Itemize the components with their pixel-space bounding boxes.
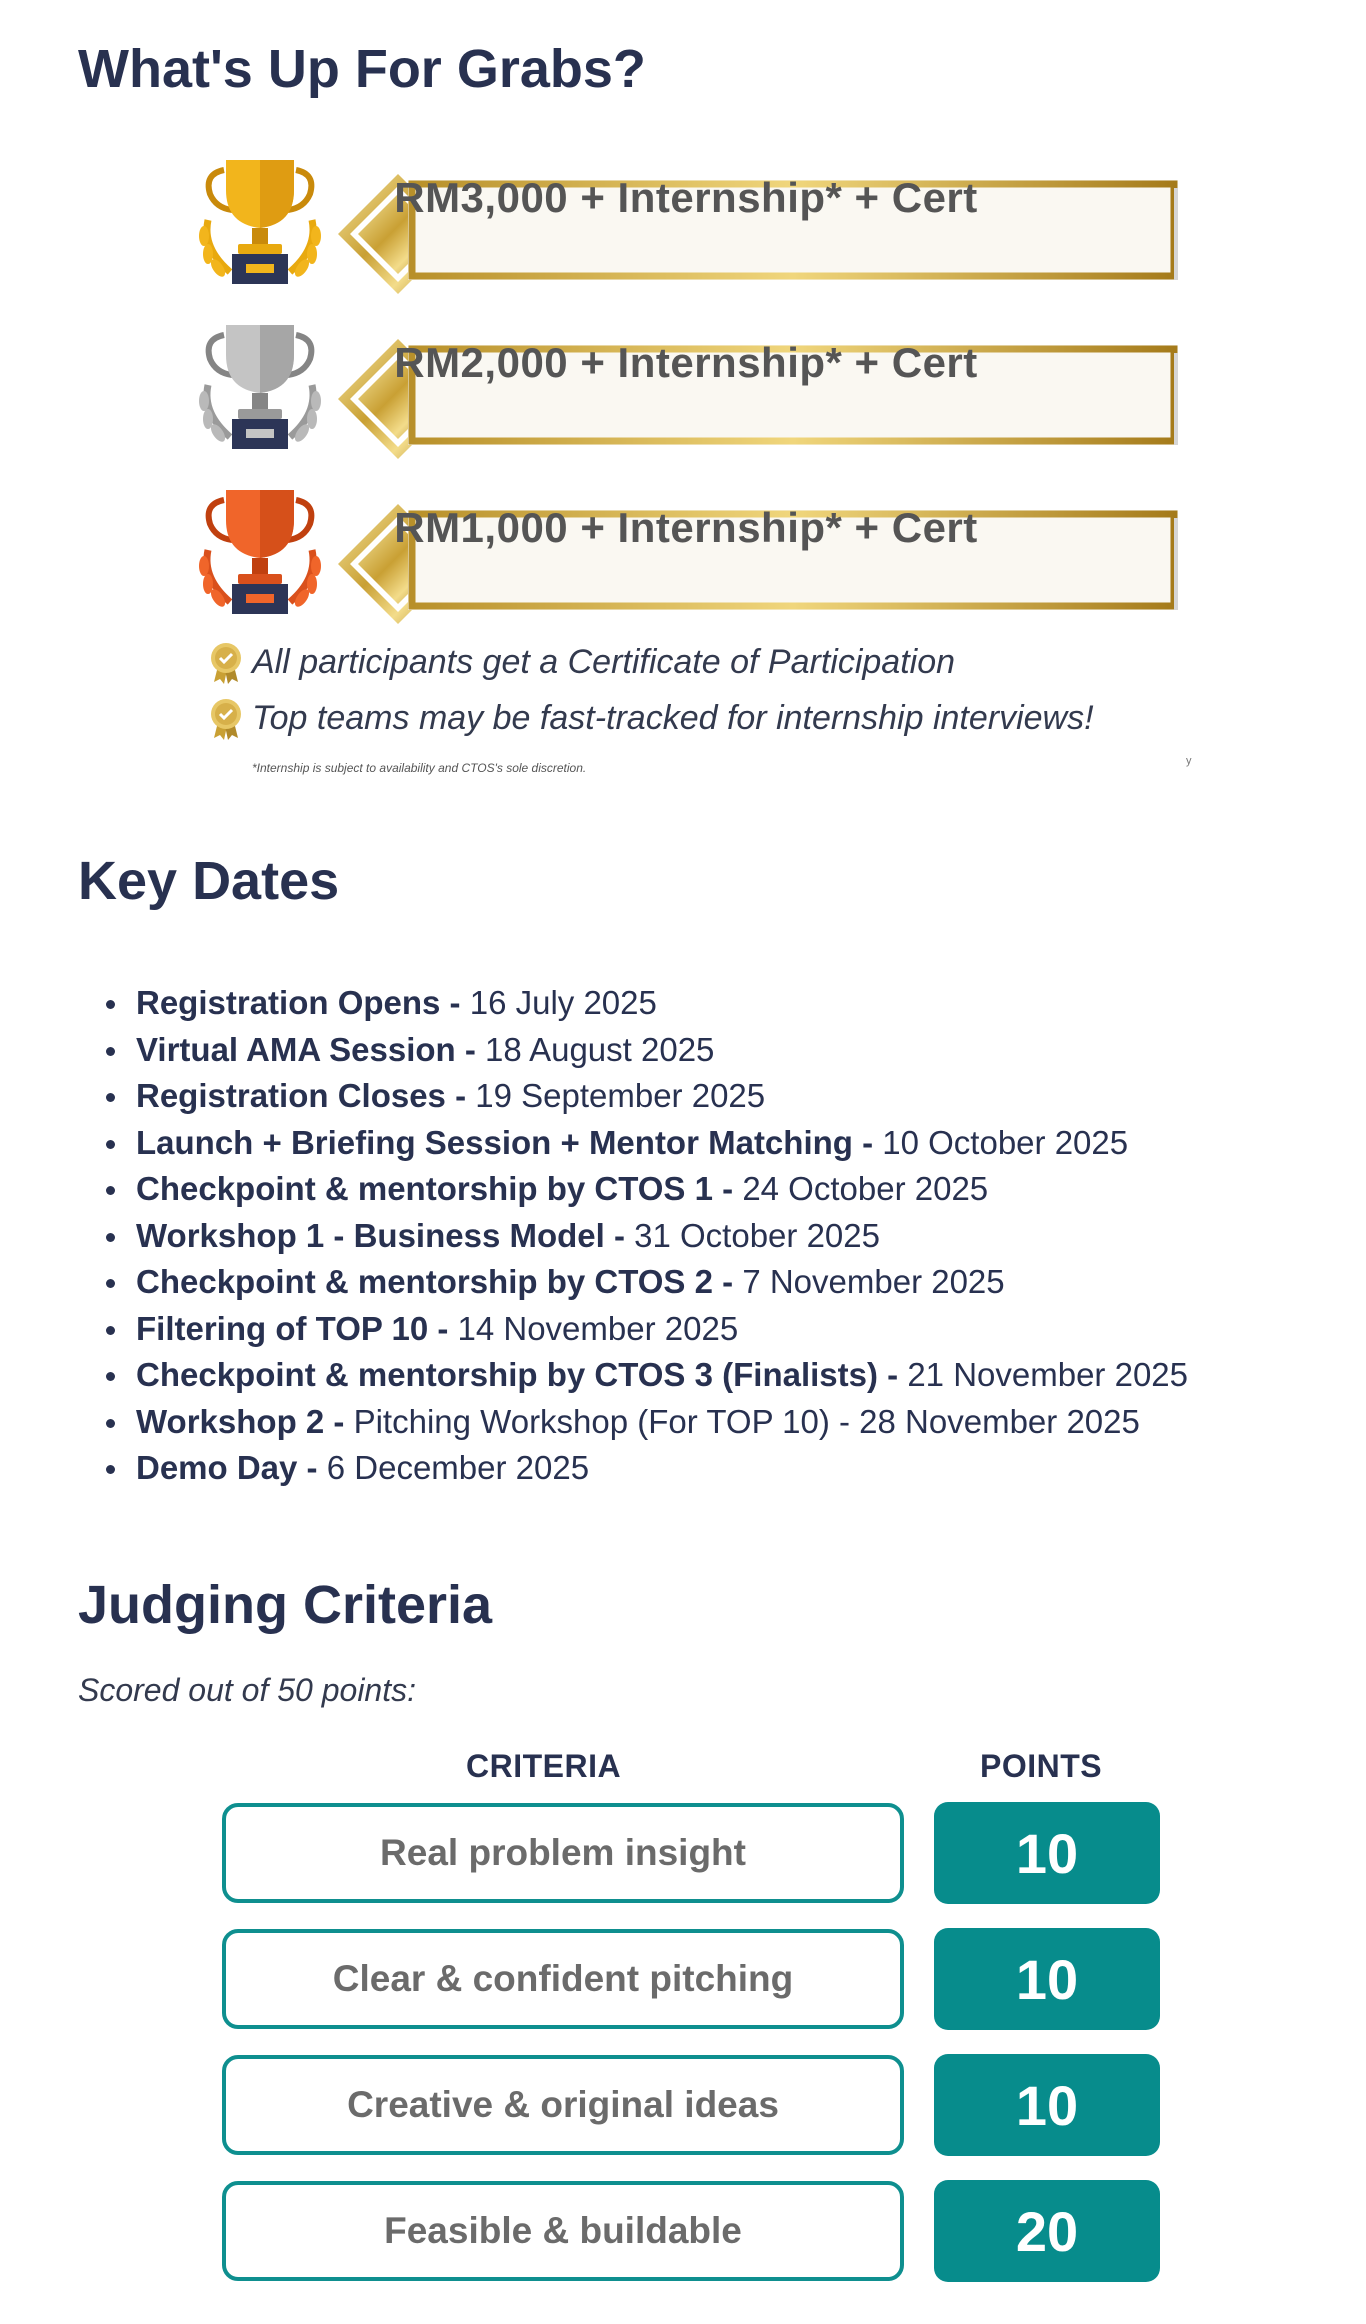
list-item: Registration Closes - 19 September 2025 bbox=[104, 1073, 1188, 1120]
criteria-creative-original-ideas: Creative & original ideas bbox=[222, 2055, 904, 2155]
first-place-trophy-icon bbox=[190, 150, 330, 290]
list-item: Virtual AMA Session - 18 August 2025 bbox=[104, 1027, 1188, 1074]
second-place-trophy-icon bbox=[190, 315, 330, 455]
internship-disclaimer: *Internship is subject to availability and CTOS's sole discretion. bbox=[252, 761, 587, 775]
prize-row-2 bbox=[190, 315, 1190, 455]
points-badge: 10 bbox=[934, 2054, 1160, 2156]
judging-subtitle: Scored out of 50 points: bbox=[78, 1672, 416, 1708]
list-item: Workshop 1 - Business Model - 31 October 2025 bbox=[104, 1213, 1188, 1260]
list-item: Launch + Briefing Session + Mentor Matching - 10 October 2025 bbox=[104, 1120, 1188, 1167]
perk-fast-track bbox=[206, 696, 1094, 740]
list-item: Registration Opens - 16 July 2025 bbox=[104, 980, 1188, 1027]
list-item: Checkpoint & mentorship by CTOS 1 - 24 October 2025 bbox=[104, 1166, 1188, 1213]
list-item: Filtering of TOP 10 - 14 November 2025 bbox=[104, 1306, 1188, 1353]
criteria-clear-confident-pitching: Clear & confident pitching bbox=[222, 1929, 904, 2029]
perk-certificate bbox=[206, 640, 955, 684]
perk-text-1: All participants get a Certificate of Participation bbox=[252, 642, 956, 681]
criteria-column-header: CRITERIA bbox=[466, 1748, 622, 1784]
key-dates-title: Key Dates bbox=[78, 851, 340, 911]
prize-row-1 bbox=[190, 150, 1190, 290]
medal-icon bbox=[206, 696, 246, 740]
prize-reward-3: RM1,000 + Internship* + Cert bbox=[394, 504, 978, 551]
list-item: Workshop 2 - Pitching Workshop (For TOP 10) - 28 November 2025 bbox=[104, 1399, 1188, 1446]
judging-title: Judging Criteria bbox=[78, 1575, 493, 1635]
prize-reward-1: RM3,000 + Internship* + Cert bbox=[394, 174, 978, 221]
points-badge: 10 bbox=[934, 1802, 1160, 1904]
prizes-title: What's Up For Grabs? bbox=[78, 39, 646, 99]
perk-text-2: Top teams may be fast-tracked for internship interviews! bbox=[252, 698, 1094, 737]
list-item: Checkpoint & mentorship by CTOS 3 (Finalists) - 21 November 2025 bbox=[104, 1352, 1188, 1399]
criteria-real-problem-insight: Real problem insight bbox=[222, 1803, 904, 1903]
criteria-feasible-buildable: Feasible & buildable bbox=[222, 2181, 904, 2281]
points-column-header: POINTS bbox=[980, 1748, 1103, 1784]
points-badge: 20 bbox=[934, 2180, 1160, 2282]
list-item: Checkpoint & mentorship by CTOS 2 - 7 November 2025 bbox=[104, 1259, 1188, 1306]
medal-icon bbox=[206, 640, 246, 684]
stray-mark: y bbox=[1186, 755, 1192, 767]
prize-reward-2: RM2,000 + Internship* + Cert bbox=[394, 339, 978, 386]
prize-row-3 bbox=[190, 480, 1190, 620]
list-item: Demo Day - 6 December 2025 bbox=[104, 1445, 1188, 1492]
third-place-trophy-icon bbox=[190, 480, 330, 620]
key-dates-list bbox=[104, 980, 1188, 1492]
points-badge: 10 bbox=[934, 1928, 1160, 2030]
